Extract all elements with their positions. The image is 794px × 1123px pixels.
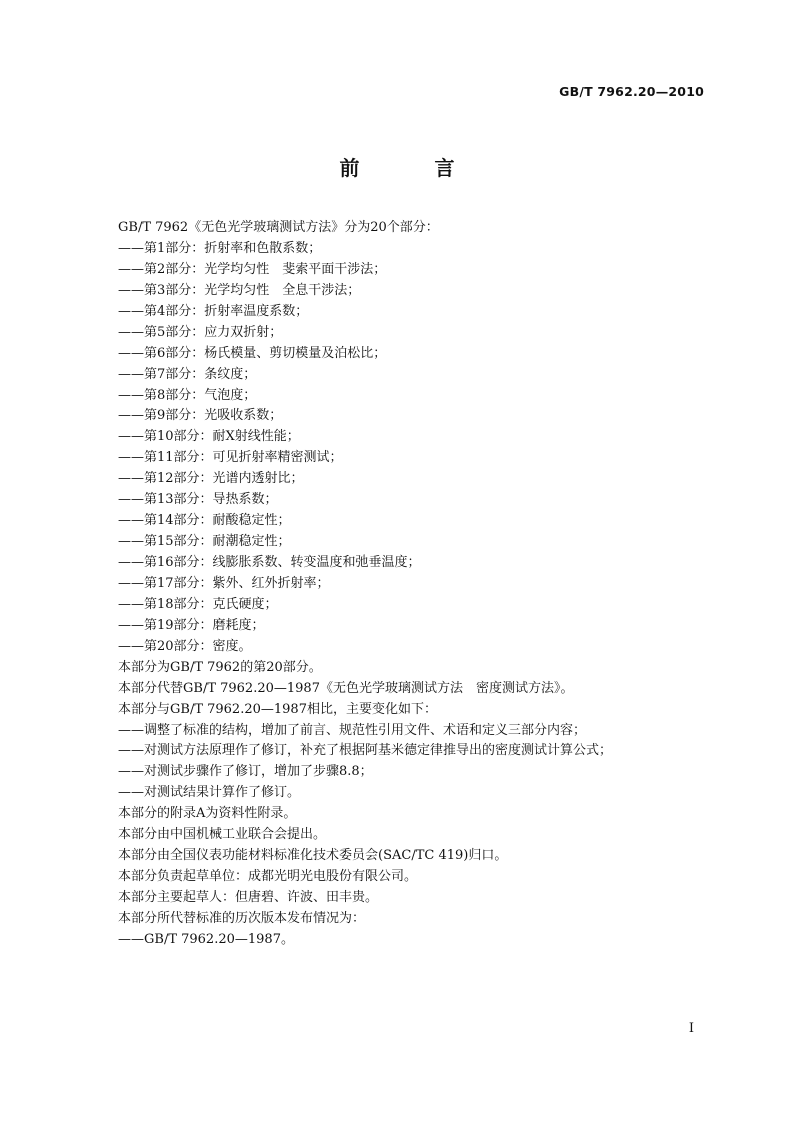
text-line: 本部分的附录A为资料性附录。 — [118, 806, 297, 822]
text-line: ——第9部分：光吸收系数； — [118, 408, 283, 424]
foreword-body — [118, 218, 718, 951]
text-line: ——第2部分：光学均匀性 斐索平面干涉法； — [118, 261, 387, 277]
text-line: ——第3部分：光学均匀性 全息干涉法； — [118, 282, 361, 298]
text-line: ——对测试步骤作了修订，增加了步骤8.8； — [118, 764, 373, 780]
text-line: 本部分所代替标准的历次版本发布情况为： — [118, 910, 366, 926]
text-line: 本部分代替GB/T 7962.20—1987《无色光学玻璃测试方法 密度测试方法》。 — [118, 680, 574, 696]
text-line: ——第8部分：气泡度； — [118, 387, 257, 403]
standard-code: GB/T 7962.20—2010 — [559, 84, 704, 99]
text-line: ——第13部分：导热系数； — [118, 492, 278, 508]
text-line: ——第12部分：光谱内透射比； — [118, 471, 304, 487]
page-number: I — [688, 1021, 694, 1036]
text-line: 本部分由全国仪表功能材料标准化技术委员会(SAC/TC 419)归口。 — [118, 848, 508, 864]
page-title: 前 言 — [339, 156, 489, 180]
text-line: ——第6部分：杨氏模量、剪切模量及泊松比； — [118, 345, 387, 361]
text-line: ——第16部分：线膨胀系数、转变温度和弛垂温度； — [118, 555, 421, 570]
text-line: ——第4部分：折射率温度系数； — [118, 303, 309, 319]
text-line: GB/T 7962《无色光学玻璃测试方法》分为20个部分： — [118, 220, 439, 235]
text-line: ——第11部分：可见折射率精密测试； — [118, 450, 343, 466]
text-line: ——第10部分：耐X射线性能； — [118, 429, 300, 445]
text-line: ——第17部分：紫外、红外折射率； — [118, 575, 330, 591]
text-line: ——调整了标准的结构，增加了前言、规范性引用文件、术语和定义三部分内容； — [118, 722, 587, 738]
text-line: 本部分为GB/T 7962的第20部分。 — [118, 659, 322, 675]
text-line: ——对测试结果计算作了修订。 — [118, 785, 301, 801]
text-line: 本部分负责起草单位：成都光明光电股份有限公司。 — [118, 869, 418, 885]
text-line: 本部分由中国机械工业联合会提出。 — [118, 827, 327, 843]
text-line: ——第19部分：磨耗度； — [118, 617, 265, 633]
text-line: ——GB/T 7962.20—1987。 — [118, 931, 294, 947]
text-line: ——第7部分：条纹度； — [118, 366, 257, 382]
text-line: 本部分与GB/T 7962.20—1987相比，主要变化如下： — [118, 701, 437, 717]
text-line: 本部分主要起草人：但唐碧、许波、田丰贵。 — [118, 890, 379, 905]
text-line: ——第5部分：应力双折射； — [118, 324, 283, 340]
text-line: ——第20部分：密度。 — [118, 638, 252, 654]
text-line: ——第1部分：折射率和色散系数； — [118, 240, 322, 256]
text-line: ——第18部分：克氏硬度； — [118, 596, 278, 612]
text-line: ——对测试方法原理作了修订，补充了根据阿基米德定律推导出的密度测试计算公式； — [118, 743, 613, 759]
text-line: ——第15部分：耐潮稳定性； — [118, 534, 291, 550]
text-line: ——第14部分：耐酸稳定性； — [118, 513, 291, 529]
